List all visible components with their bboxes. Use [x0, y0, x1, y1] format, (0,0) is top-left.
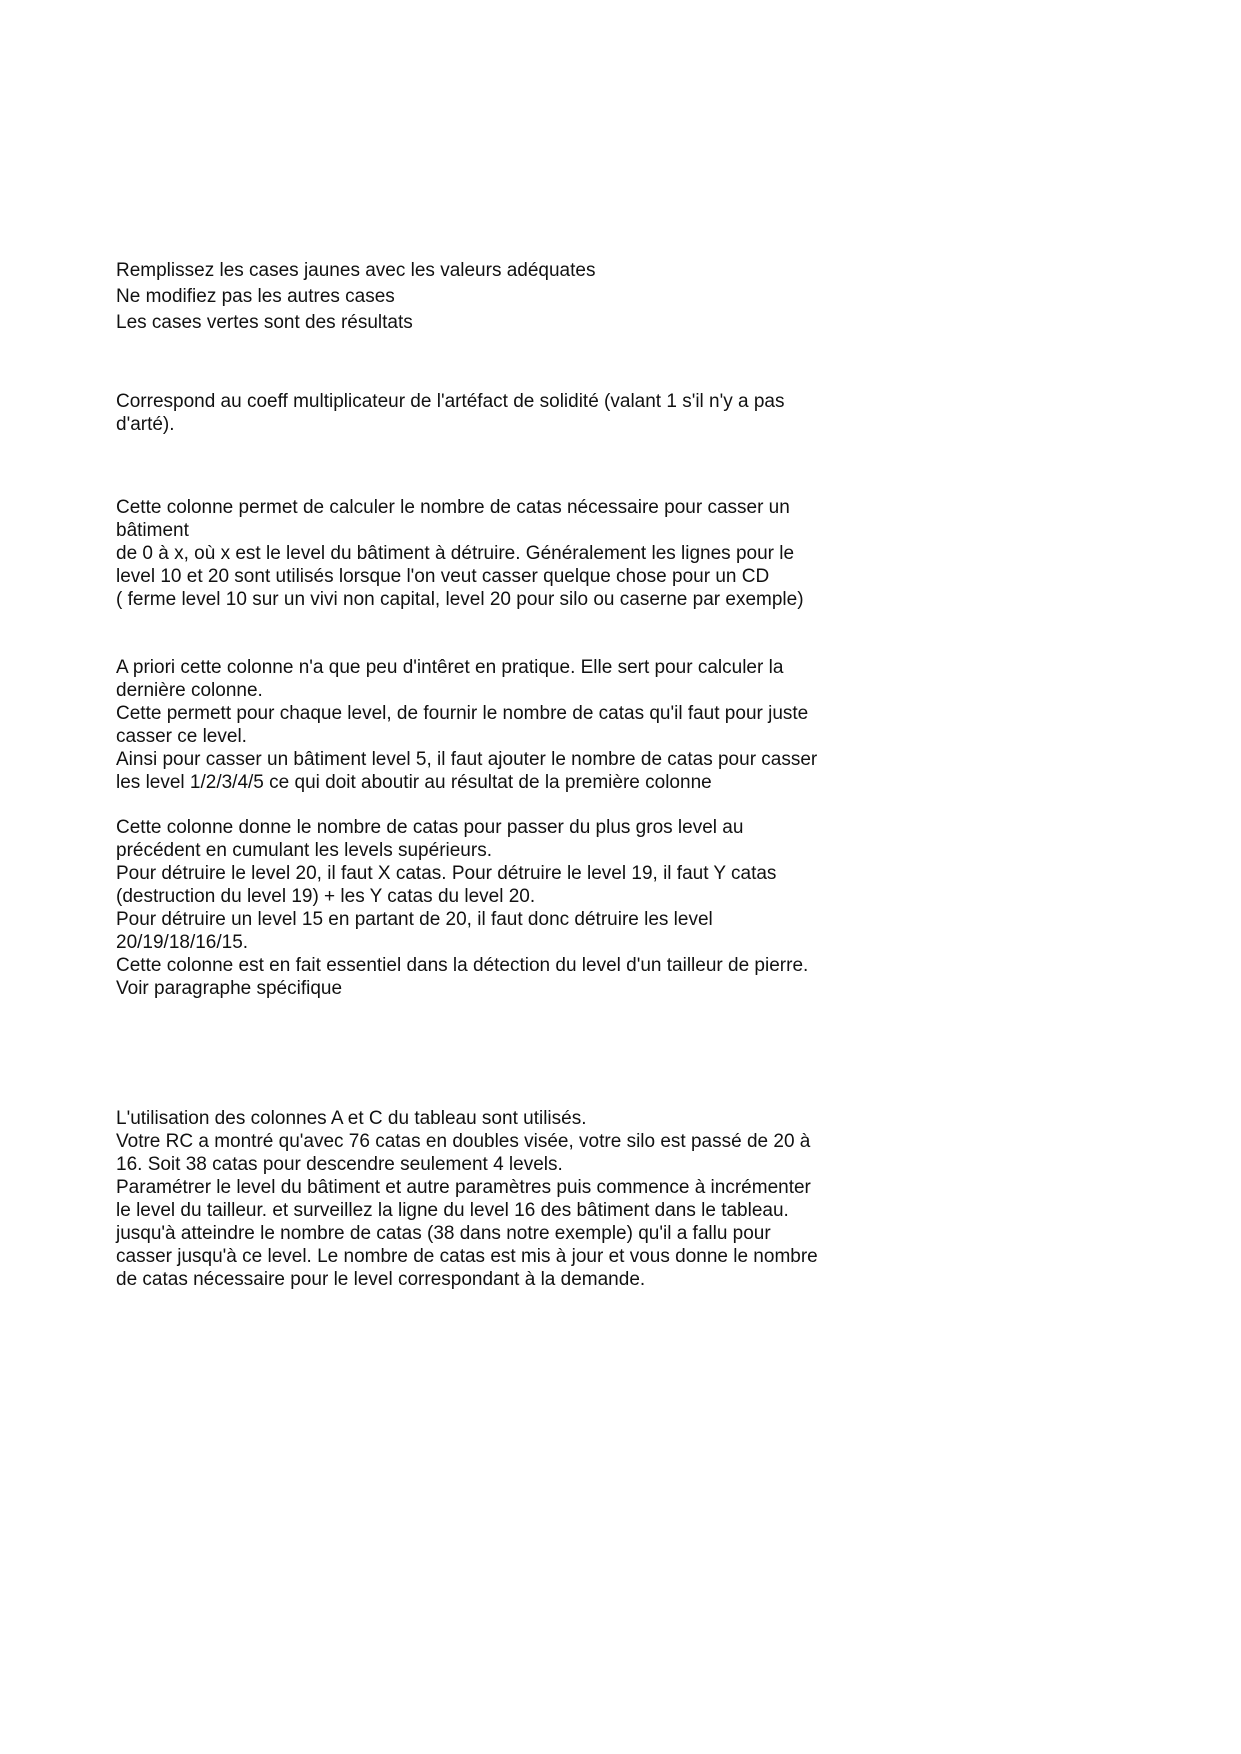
text-line: le level du tailleur. et surveillez la ligne du level 16 des bâtiment dans le tableau. [116, 1200, 789, 1221]
text-line: casser ce level. [116, 726, 247, 747]
text-line: bâtiment [116, 520, 189, 541]
text-line: Pour détruire le level 20, il faut X catas. Pour détruire le level 19, il faut Y catas [116, 863, 777, 884]
text-line: level 10 et 20 sont utilisés lorsque l'on veut casser quelque chose pour un CD [116, 566, 770, 587]
instruction-line: Remplissez les cases jaunes avec les valeurs adéquates [116, 260, 596, 281]
column2-paragraph [116, 656, 906, 794]
text-line: Cette colonne donne le nombre de catas pour passer du plus gros level au [116, 817, 744, 838]
text-line: de catas nécessaire pour le level correspondant à la demande. [116, 1269, 646, 1290]
text-line: casser jusqu'à ce level. Le nombre de catas est mis à jour et vous donne le nombre [116, 1246, 818, 1267]
text-line: Ainsi pour casser un bâtiment level 5, il faut ajouter le nombre de catas pour casser [116, 749, 818, 770]
column3-paragraph [116, 816, 906, 1000]
text-line: Voir paragraphe spécifique [116, 978, 343, 999]
text-line: Pour détruire un level 15 en partant de 20, il faut donc détruire les level [116, 909, 713, 930]
text-line: ( ferme level 10 sur un vivi non capital, level 20 pour silo ou caserne par exemple) [116, 589, 804, 610]
text-line: Cette permett pour chaque level, de fournir le nombre de catas qu'il faut pour juste [116, 703, 809, 724]
text-line: Votre RC a montré qu'avec 76 catas en doubles visée, votre silo est passé de 20 à [116, 1131, 811, 1152]
text-line: Cette colonne permet de calculer le nombre de catas nécessaire pour casser un [116, 497, 790, 518]
text-line: les level 1/2/3/4/5 ce qui doit aboutir au résultat de la première colonne [116, 772, 712, 793]
text-line: précédent en cumulant les levels supérieurs. [116, 840, 492, 861]
text-line: Cette colonne est en fait essentiel dans la détection du level d'un tailleur de pierre. [116, 955, 809, 976]
text-line: jusqu'à atteindre le nombre de catas (38 dans notre exemple) qu'il a fallu pour [116, 1223, 771, 1244]
text-line: Correspond au coeff multiplicateur de l'artéfact de solidité (valant 1 s'il n'y a pas [116, 391, 785, 412]
text-line: A priori cette colonne n'a que peu d'intêret en pratique. Elle sert pour calculer la [116, 657, 784, 678]
instruction-line: Ne modifiez pas les autres cases [116, 286, 395, 307]
tailleur-paragraph [116, 1107, 906, 1291]
text-line: de 0 à x, où x est le level du bâtiment à détruire. Généralement les lignes pour le [116, 543, 795, 564]
text-line: d'arté). [116, 414, 175, 435]
text-line: L'utilisation des colonnes A et C du tableau sont utilisés. [116, 1108, 587, 1129]
column1-paragraph [116, 496, 906, 611]
text-line: 16. Soit 38 catas pour descendre seulement 4 levels. [116, 1154, 563, 1175]
instructions-block [116, 258, 906, 336]
text-line: Paramétrer le level du bâtiment et autre paramètres puis commence à incrémenter [116, 1177, 811, 1198]
text-line: 20/19/18/16/15. [116, 932, 249, 953]
text-line: (destruction du level 19) + les Y catas du level 20. [116, 886, 536, 907]
instruction-line: Les cases vertes sont des résultats [116, 312, 413, 333]
coeff-paragraph [116, 390, 906, 436]
text-line: dernière colonne. [116, 680, 263, 701]
